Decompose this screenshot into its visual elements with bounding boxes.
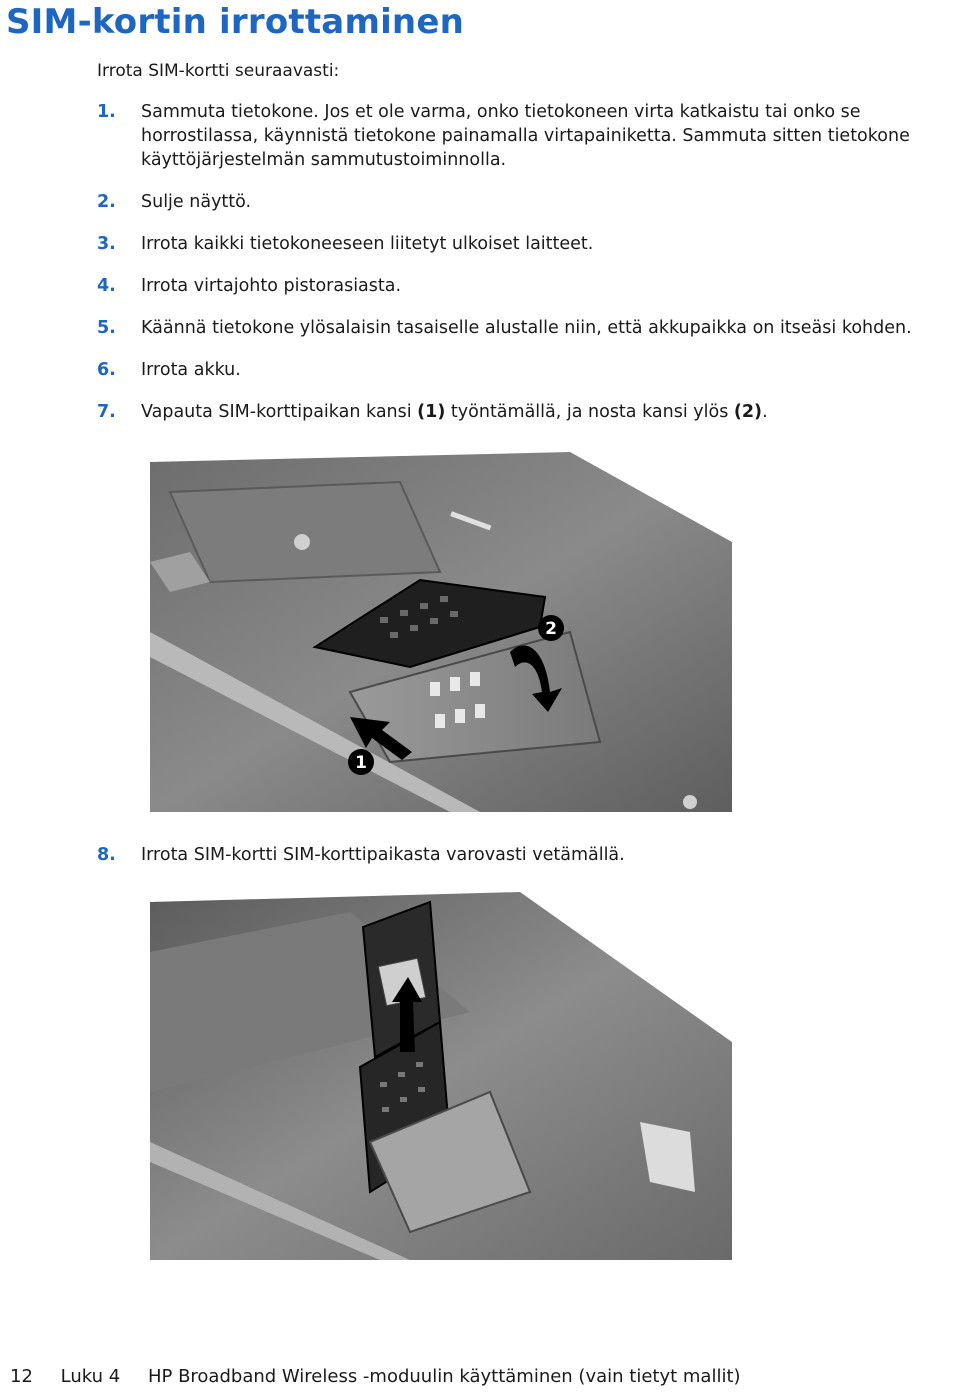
step-number: 6. xyxy=(97,360,116,380)
step-item xyxy=(97,274,952,298)
step-text xyxy=(141,400,952,424)
page-title: SIM-kortin irrottaminen xyxy=(6,2,465,42)
step-text: Käännä tietokone ylösalaisin tasaiselle alustalle niin, että akkupaikka on itseäsi kohden. xyxy=(141,318,912,338)
page-number: 12 xyxy=(10,1366,33,1387)
step-text: Irrota akku. xyxy=(141,360,241,380)
step-item xyxy=(97,843,952,867)
step-text: Sammuta tietokone. Jos et ole varma, onko tietokoneen virta katkaistu tai onko se horrostilassa, käynnistä tietokone painamalla virtapainiketta. Sammuta sitten tietokone käyttöjärjestelmän sammutustoiminnolla. xyxy=(141,102,910,170)
screw-hole xyxy=(294,534,310,550)
step-item xyxy=(97,100,952,172)
step-text: Irrota virtajohto pistorasiasta. xyxy=(141,276,402,296)
panel-recess xyxy=(170,482,440,582)
step-item xyxy=(97,358,952,382)
sim-card-removal-figure xyxy=(150,892,732,1260)
step-text: Irrota SIM-kortti SIM-korttipaikasta varovasti vetämällä. xyxy=(141,845,625,865)
step-number: 1. xyxy=(97,102,116,122)
step-item xyxy=(97,316,952,340)
step-text-part: työntämällä, ja nosta kansi ylös xyxy=(445,402,734,422)
step-item xyxy=(97,400,952,424)
step-text-part: Vapauta SIM-korttipaikan kansi xyxy=(141,402,418,422)
step-text-part: . xyxy=(762,402,768,422)
intro-text: Irrota SIM-kortti seuraavasti: xyxy=(97,61,340,81)
callout-1: 1 xyxy=(355,753,367,773)
step-number: 2. xyxy=(97,192,116,212)
step-text: Sulje näyttö. xyxy=(141,192,252,212)
step-number: 3. xyxy=(97,234,116,254)
step-text: Irrota kaikki tietokoneeseen liitetyt ulkoiset laitteet. xyxy=(141,234,594,254)
screw-hole xyxy=(683,795,697,809)
callout-ref: (2) xyxy=(733,402,763,422)
page-footer xyxy=(10,1366,763,1387)
step-item xyxy=(97,190,952,214)
step-item xyxy=(97,232,952,256)
step-number: 5. xyxy=(97,318,116,338)
steps-list xyxy=(97,100,952,442)
callout-ref: (1) xyxy=(417,402,446,422)
chapter-title: HP Broadband Wireless -moduulin käyttäminen (vain tietyt mallit) xyxy=(147,1366,741,1387)
chapter-label: Luku 4 xyxy=(60,1366,121,1387)
sim-cover-figure xyxy=(150,452,732,812)
callout-2: 2 xyxy=(545,619,557,639)
step-number: 7. xyxy=(97,402,116,422)
step-number: 4. xyxy=(97,276,116,296)
step-number: 8. xyxy=(97,845,116,865)
